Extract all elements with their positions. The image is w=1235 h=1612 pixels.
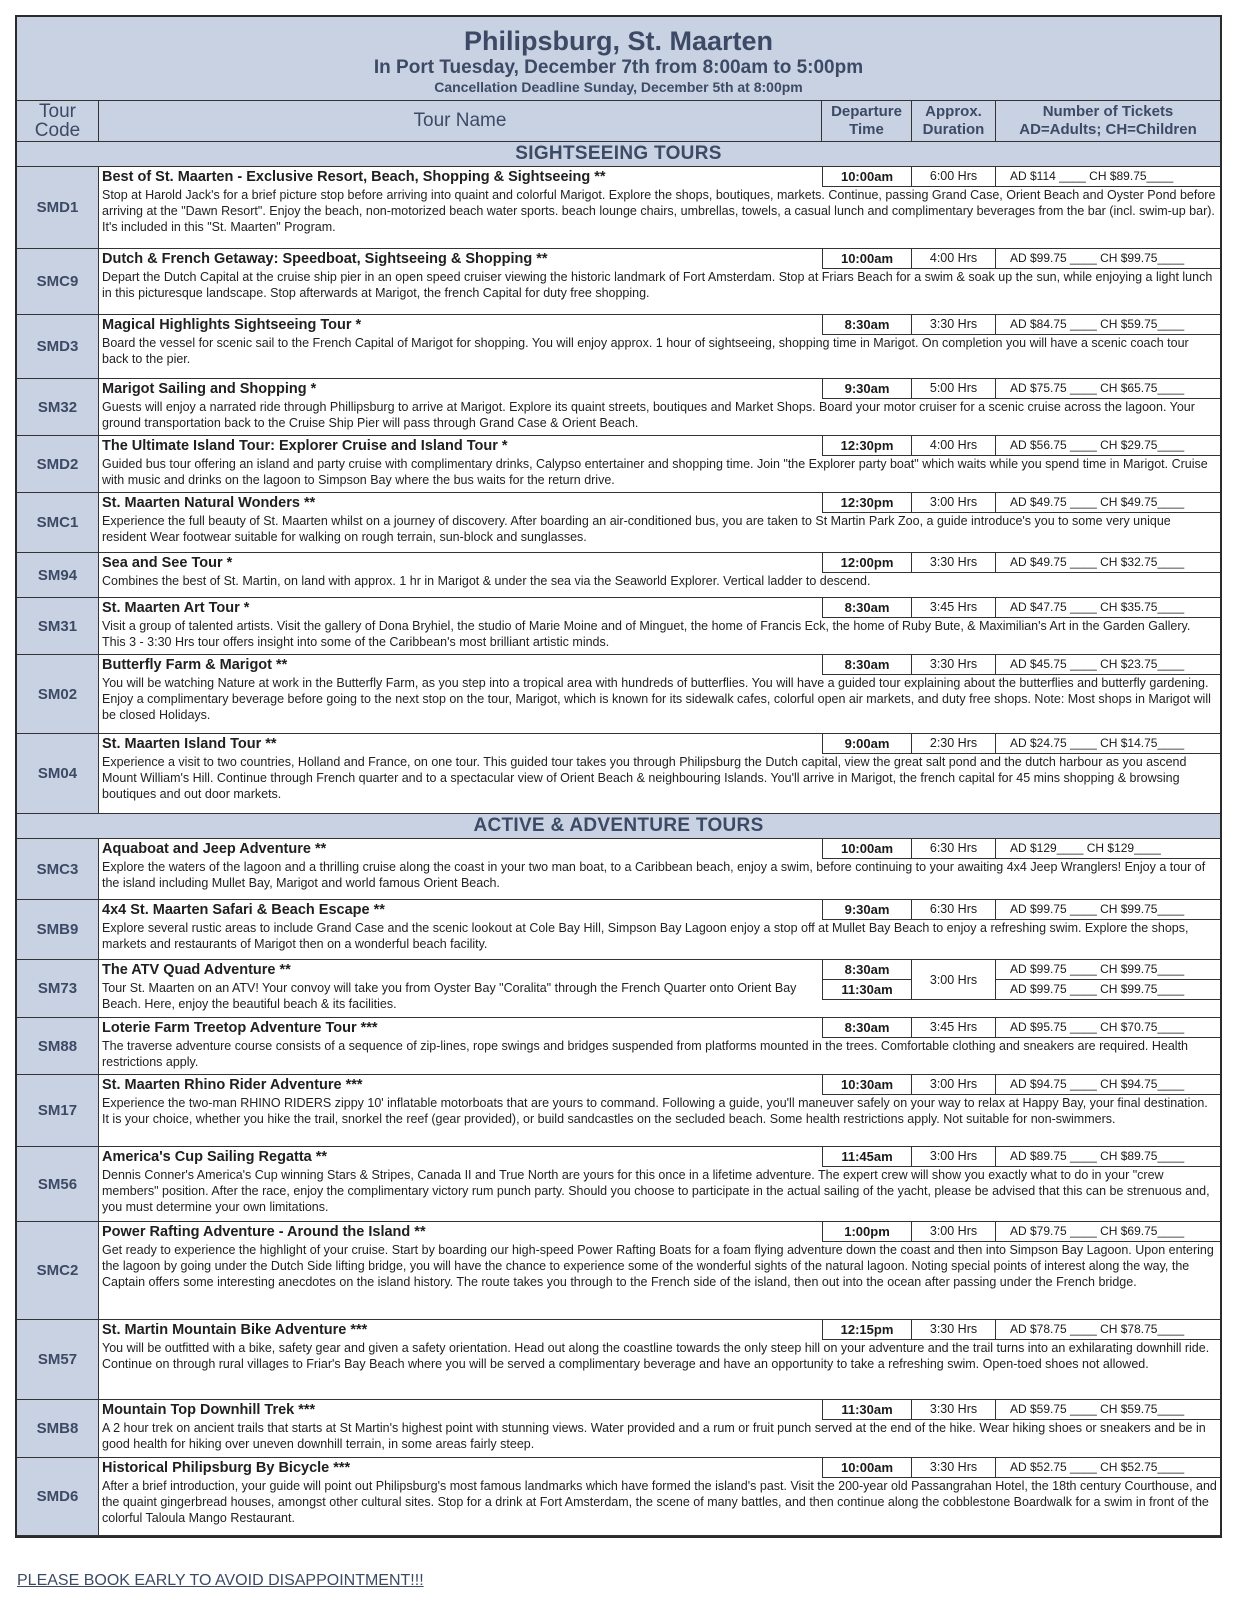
tour-description: Get ready to experience the highlight of your cruise. Start by boarding our high-speed Power Rafting Boats for a foam flying adventure down the coast and then into Simpson Bay Lagoon. Upon entering the lagoon by going under the Dutch Side lifting bridge, you will have the chance to experience some of the wonderful sights of the natural lagoon. Noting special points of interest along the way, the Captain offers some interesting anecdotes on the island history. The route takes you through to the French side of the island, then out into the ocean after passing under the French bridge. [102,1243,1214,1289]
tour-description: Explore several rustic areas to include Grand Case and the scenic lookout at Cole Bay Hill, Simpson Bay Lagoon enjoy a stop off at Mullet Bay Beach to enjoy a refreshing swim. Explore the shops, markets and restaurants of Marigot then on a wonderful beach facility. [102,921,1189,951]
column-duration: Approx. Duration [912,101,996,141]
departure-time: 11:30am [822,1400,912,1420]
tour-row [17,249,1220,315]
duration: 3:30 Hrs [912,315,996,335]
tour-row [17,1320,1220,1400]
adventure-list [17,839,1220,1536]
tour-code: SM32 [17,379,99,435]
tour-code: SM31 [17,598,99,654]
tour-row [17,839,1220,900]
tour-description: Dennis Conner's America's Cup winning Stars & Stripes, Canada II and True North are yours for this once in a lifetime adventure. The expert crew will show you exactly what to do in your "crew members" position. After the race, enjoy the complimentary victory rum punch party. Should you choose to participate in the actual sailing of the yacht, please be advised that this can be strenuous and, you must determine your own limitations. [102,1168,1210,1214]
departure-time: 12:15pm [822,1320,912,1340]
tour-code: SMD6 [17,1458,99,1535]
ticket-prices: AD $95.75 ____ CH $70.75____ [996,1018,1220,1038]
duration: 6:30 Hrs [912,839,996,859]
departure-time: 8:30am [822,315,912,335]
tour-name: Aquaboat and Jeep Adventure ** [102,841,327,857]
duration: 4:00 Hrs [912,436,996,456]
tour-code: SM73 [17,960,99,1017]
tour-row [17,598,1220,655]
column-tour-code: Tour Code [17,101,99,141]
tour-name: The ATV Quad Adventure ** [102,962,291,978]
departure-time: 10:00am [822,839,912,859]
tour-code: SMC2 [17,1222,99,1319]
departure-time: 8:30am [822,598,912,618]
tour-name: St. Martin Mountain Bike Adventure *** [102,1322,368,1338]
tour-body [99,1400,1220,1457]
tour-body [99,839,1220,899]
ticket-prices: AD $47.75 ____ CH $35.75____ [996,598,1220,618]
duration: 3:00 Hrs [912,493,996,513]
duration: 3:00 Hrs [912,1075,996,1095]
tour-code: SMD1 [17,167,99,248]
tour-name: St. Maarten Art Tour * [102,600,250,616]
tour-description: Combines the best of St. Martin, on land with approx. 1 hr in Marigot & under the sea via the Seaworld Explorer. Vertical ladder to descend. [102,574,871,588]
ticket-prices: AD $79.75 ____ CH $69.75____ [996,1222,1220,1242]
departure-time: 10:00am [822,167,912,187]
ticket-prices: AD $99.75 ____ CH $99.75____ [996,960,1220,980]
ticket-prices: AD $78.75 ____ CH $78.75____ [996,1320,1220,1340]
tour-row [17,1400,1220,1458]
ticket-prices: AD $45.75 ____ CH $23.75____ [996,655,1220,675]
tour-body [99,900,1220,959]
ticket-prices: AD $75.75 ____ CH $65.75____ [996,379,1220,399]
tour-description: You will be outfitted with a bike, safety gear and given a safety orientation. Head out along the coastline towards the only steep hill on your adventure and the trail turns into an exhilarating downhill ride. Continue on through rural villages to Friar's Bay Beach where you will be served a complimentary beverage and have an opportunity to take a refreshing swim. Open-toed shoes not allowed. [102,1341,1210,1371]
tour-name: Power Rafting Adventure - Around the Island ** [102,1224,426,1240]
tour-code: SM94 [17,553,99,597]
tour-body [99,1075,1220,1146]
tour-name: The Ultimate Island Tour: Explorer Cruise and Island Tour * [102,438,508,454]
tour-body [99,249,1220,314]
tour-code: SMB9 [17,900,99,959]
tour-body [99,1222,1220,1319]
tour-code: SM04 [17,734,99,813]
page-title: Philipsburg, St. Maarten [463,26,774,56]
tour-code: SMB8 [17,1400,99,1457]
column-tickets: Number of Tickets AD=Adults; CH=Children [1019,103,1197,138]
departure-time: 10:00am [822,249,912,269]
duration: 3:30 Hrs [912,1458,996,1478]
page-header [17,17,1220,101]
tour-description: Guests will enjoy a narrated ride through Phillipsburg to arrive at Marigot. Explore its quaint streets, boutiques and Market Shops. Board your motor cruiser for a scenic cruise across the lagoon. Your ground transportation back to the Cruise Ship Pier will pass through Grand Case & Orient Beach. [102,400,1195,430]
ticket-prices: AD $99.75 ____ CH $99.75____ [996,900,1220,920]
duration: 5:00 Hrs [912,379,996,399]
tour-description: Guided bus tour offering an island and party cruise with complimentary drinks, Calypso entertainer and shopping time. Join "the Explorer party boat" which waits while you spend time in Marigot. Cruise with music and drinks on the lagoon to Simpson Bay where the bus waits for the return drive. [102,457,1208,487]
tour-code: SMD3 [17,315,99,378]
tour-code: SMC9 [17,249,99,314]
tour-body [99,315,1220,378]
tour-row [17,1222,1220,1320]
duration: 3:00 Hrs [912,1147,996,1167]
tour-code: SM57 [17,1320,99,1399]
tour-row [17,1018,1220,1075]
duration: 3:30 Hrs [912,1400,996,1420]
ticket-prices: AD $59.75 ____ CH $59.75____ [996,1400,1220,1420]
ticket-prices: AD $49.75 ____ CH $32.75____ [996,553,1220,573]
cancellation-line: Cancellation Deadline Sunday, December 5th at 8:00pm [434,79,803,95]
tour-code: SM88 [17,1018,99,1074]
tour-code: SMC1 [17,493,99,552]
tour-row [17,167,1220,249]
tour-name: Best of St. Maarten - Exclusive Resort, Beach, Shopping & Sightseeing ** [102,169,606,185]
tour-name: Magical Highlights Sightseeing Tour * [102,317,362,333]
tour-description: A 2 hour trek on ancient trails that starts at St Martin's highest point with stunning views. Water provided and a rum or fruit punch served at the end of the hike. Wear hiking shoes or sneakers and be in good health for hiking over uneven downhill terrain, in some areas fairly steep. [102,1421,1206,1451]
tour-description: Depart the Dutch Capital at the cruise ship pier in an open speed cruiser viewing the historic landmark of Fort Amsterdam. Stop at Friars Beach for a swim & soak up the sun, while enjoying a light lunch in this picturesque landscape. Stop afterwards at Marigot, the french Capital for duty free shopping. [102,270,1213,300]
tour-row [17,1075,1220,1147]
duration: 3:00 Hrs [912,1222,996,1242]
tour-body [99,655,1220,733]
tour-body [99,553,1220,597]
ticket-prices: AD $24.75 ____ CH $14.75____ [996,734,1220,754]
section-sightseeing-tours: SIGHTSEEING TOURS [17,142,1220,167]
tour-description: Tour St. Maarten on an ATV! Your convoy will take you from Oyster Bay "Coralita" through the French Quarter onto Orient Bay Beach. Here, enjoy the beautiful beach & its facilities. [102,981,797,1011]
tour-row [17,960,1220,1018]
tour-sheet [15,15,1222,1538]
departure-time: 12:30pm [822,436,912,456]
ticket-prices: AD $84.75 ____ CH $59.75____ [996,315,1220,335]
ticket-prices: AD $114 ____ CH $89.75____ [996,167,1220,187]
tour-name: Butterfly Farm & Marigot ** [102,657,288,673]
tour-body [99,960,1220,1017]
duration: 3:45 Hrs [912,598,996,618]
tour-row [17,900,1220,960]
tour-body [99,1458,1220,1535]
departure-time: 10:30am [822,1075,912,1095]
departure-time: 10:00am [822,1458,912,1478]
ticket-prices: AD $99.75 ____ CH $99.75____ [996,249,1220,269]
tour-code: SMC3 [17,839,99,899]
departure-time-2: 11:30am [822,980,912,1000]
column-header-row [17,101,1220,142]
tour-code: SM17 [17,1075,99,1146]
duration: 3:00 Hrs [912,960,996,1000]
departure-time: 9:30am [822,900,912,920]
departure-time: 11:45am [822,1147,912,1167]
tour-row [17,315,1220,379]
tour-name: Dutch & French Getaway: Speedboat, Sightseeing & Shopping ** [102,251,548,267]
in-port-line: In Port Tuesday, December 7th from 8:00am to 5:00pm [373,57,864,78]
tour-row [17,1147,1220,1222]
column-departure-time: Departure Time [822,101,912,141]
section-active-adventure-tours: ACTIVE & ADVENTURE TOURS [17,814,1220,839]
tour-description: After a brief introduction, your guide will point out Philipsburg's most famous landmarks which have formed the island's past. Visit the 200-year old Passangrahan Hotel, the 18th century Courthouse, and the quaint gingerbread houses, amongst other cultural sites. Stop for a drink at Fort Amsterdam, the scene of many battles, and then continue along the cobblestone Boardwalk for a swim in front of the colorful Taloula Mango Restaurant. [102,1479,1217,1525]
tour-body [99,1018,1220,1074]
duration: 6:00 Hrs [912,167,996,187]
departure-time: 12:00pm [822,553,912,573]
tour-name: 4x4 St. Maarten Safari & Beach Escape ** [102,902,385,918]
tour-code: SM56 [17,1147,99,1221]
departure-time: 9:30am [822,379,912,399]
tour-row [17,734,1220,814]
duration: 3:30 Hrs [912,655,996,675]
tour-description: The traverse adventure course consists of a sequence of zip-lines, rope swings and bridges suspended from platforms mounted in the trees. Comfortable clothing and sneakers are required. Health restrictions apply. [102,1039,1189,1069]
tour-description: Visit a group of talented artists. Visit the gallery of Dona Bryhiel, the studio of Marie Moine and of Minguet, the home of Francis Eck, the home of Ruby Bute, & Maximilian's Art in the Garden Gallery. This 3 - 3:30 Hrs tour offers insight into some of the Caribbean's most brilliant artistic minds. [102,619,1191,649]
ticket-prices-2: AD $99.75 ____ CH $99.75____ [996,980,1220,1000]
tour-description: Explore the waters of the lagoon and a thrilling cruise along the coast in your two man boat, to a Caribbean beach, enjoy a swim, before continuing to your awaiting 4x4 Jeep Wranglers! Enjoy a tour of the island including Mullet Bay, Marigot and world famous Orient Beach. [102,860,1206,890]
tour-body [99,379,1220,435]
tour-description: Experience the two-man RHINO RIDERS zippy 10' inflatable motorboats that are yours to command. Following a guide, you'll maneuver safely on your way to relax at Happy Bay, your final destination. It is your choice, whether you hike the trail, snorkel the reef (gear provided), or build sandcastles on the secluded beach. Some health restrictions apply. Not suitable for non-swimmers. [102,1096,1208,1126]
duration: 3:30 Hrs [912,553,996,573]
tour-row [17,436,1220,493]
tour-body [99,1320,1220,1399]
ticket-prices: AD $94.75 ____ CH $94.75____ [996,1075,1220,1095]
tour-name: Marigot Sailing and Shopping * [102,381,317,397]
sightseeing-list [17,167,1220,814]
tour-description: Stop at Harold Jack's for a brief picture stop before arriving into quaint and colorful Marigot. Explore the shops, boutiques, markets. Continue, passing Grand Case, Orient Beach and Oyster Pond before arriving at the "Dawn Resort". Enjoy the beach, non-motorized beach water sports. beach lounge chairs, umbrellas, towels, a casual lunch and complimentary beverages from the bar (incl. swim-up bar). It's included in this "St. Maarten" Program. [102,188,1216,234]
departure-time: 8:30am [822,655,912,675]
ticket-prices: AD $52.75 ____ CH $52.75____ [996,1458,1220,1478]
ticket-prices: AD $56.75 ____ CH $29.75____ [996,436,1220,456]
departure-time: 12:30pm [822,493,912,513]
duration: 3:45 Hrs [912,1018,996,1038]
tour-name: Historical Philipsburg By Bicycle *** [102,1460,351,1476]
column-tour-name: Tour Name [99,101,822,141]
tour-row [17,553,1220,598]
duration: 3:30 Hrs [912,1320,996,1340]
tour-name: St. Maarten Island Tour ** [102,736,277,752]
tour-name: St. Maarten Natural Wonders ** [102,495,316,511]
tour-body [99,167,1220,248]
tour-description: You will be watching Nature at work in the Butterfly Farm, as you step into a tropical area with hundreds of butterflies. You will have a guided tour explaining about the butterflies and butterfly gardening. Enjoy a complimentary beverage before going to the next stop on the tour, Marigot, which is known for its sidewalk cafes, colorful open air markets, and duty free shops. Note: Most shops in Marigot will be closed Holidays. [102,676,1211,722]
tour-name: America's Cup Sailing Regatta ** [102,1149,328,1165]
tour-description: Board the vessel for scenic sail to the French Capital of Marigot for shopping. You will enjoy approx. 1 hour of sightseeing, shopping time in Marigot. On completion you will have a scenic coach tour back to the pier. [102,336,1189,366]
departure-time: 8:30am [822,1018,912,1038]
duration: 4:00 Hrs [912,249,996,269]
ticket-prices: AD $89.75 ____ CH $89.75____ [996,1147,1220,1167]
tour-body [99,1147,1220,1221]
booking-notice: PLEASE BOOK EARLY TO AVOID DISAPPOINTMENT!!! [17,1572,424,1589]
tour-row [17,493,1220,553]
tour-body [99,598,1220,654]
tour-row [17,655,1220,734]
tour-name: St. Maarten Rhino Rider Adventure *** [102,1077,363,1093]
tour-code: SM02 [17,655,99,733]
departure-time: 1:00pm [822,1222,912,1242]
duration: 2:30 Hrs [912,734,996,754]
tour-name: Mountain Top Downhill Trek *** [102,1402,316,1418]
tour-name: Loterie Farm Treetop Adventure Tour *** [102,1020,378,1036]
ticket-prices: AD $49.75 ____ CH $49.75____ [996,493,1220,513]
tour-description: Experience the full beauty of St. Maarten whilst on a journey of discovery. After boarding an air-conditioned bus, you are taken to St Martin Park Zoo, a guide introduce's you to some very unique resident Wear footwear suitable for walking on rough terrain, sun-block and sunglasses. [102,514,1171,544]
tour-body [99,734,1220,813]
departure-time: 8:30am [822,960,912,980]
tour-description: Experience a visit to two countries, Holland and France, on one tour. This guided tour takes you through Philipsburg the Dutch capital, view the great salt pond and the dutch harbour as you ascend Mount William's Hill. Continue through French quarter and to a spectacular view of Orient Beach & neighbouring Islands. You'll arrive in Marigot, the french capital for 45 mins shopping & browsing boutiques and out door markets. [102,755,1187,801]
tour-name: Sea and See Tour * [102,555,233,571]
departure-time: 9:00am [822,734,912,754]
tour-row [17,379,1220,436]
ticket-prices: AD $129____ CH $129____ [996,839,1220,859]
tour-row [17,1458,1220,1536]
tour-body [99,436,1220,492]
duration: 6:30 Hrs [912,900,996,920]
tour-body [99,493,1220,552]
tour-code: SMD2 [17,436,99,492]
